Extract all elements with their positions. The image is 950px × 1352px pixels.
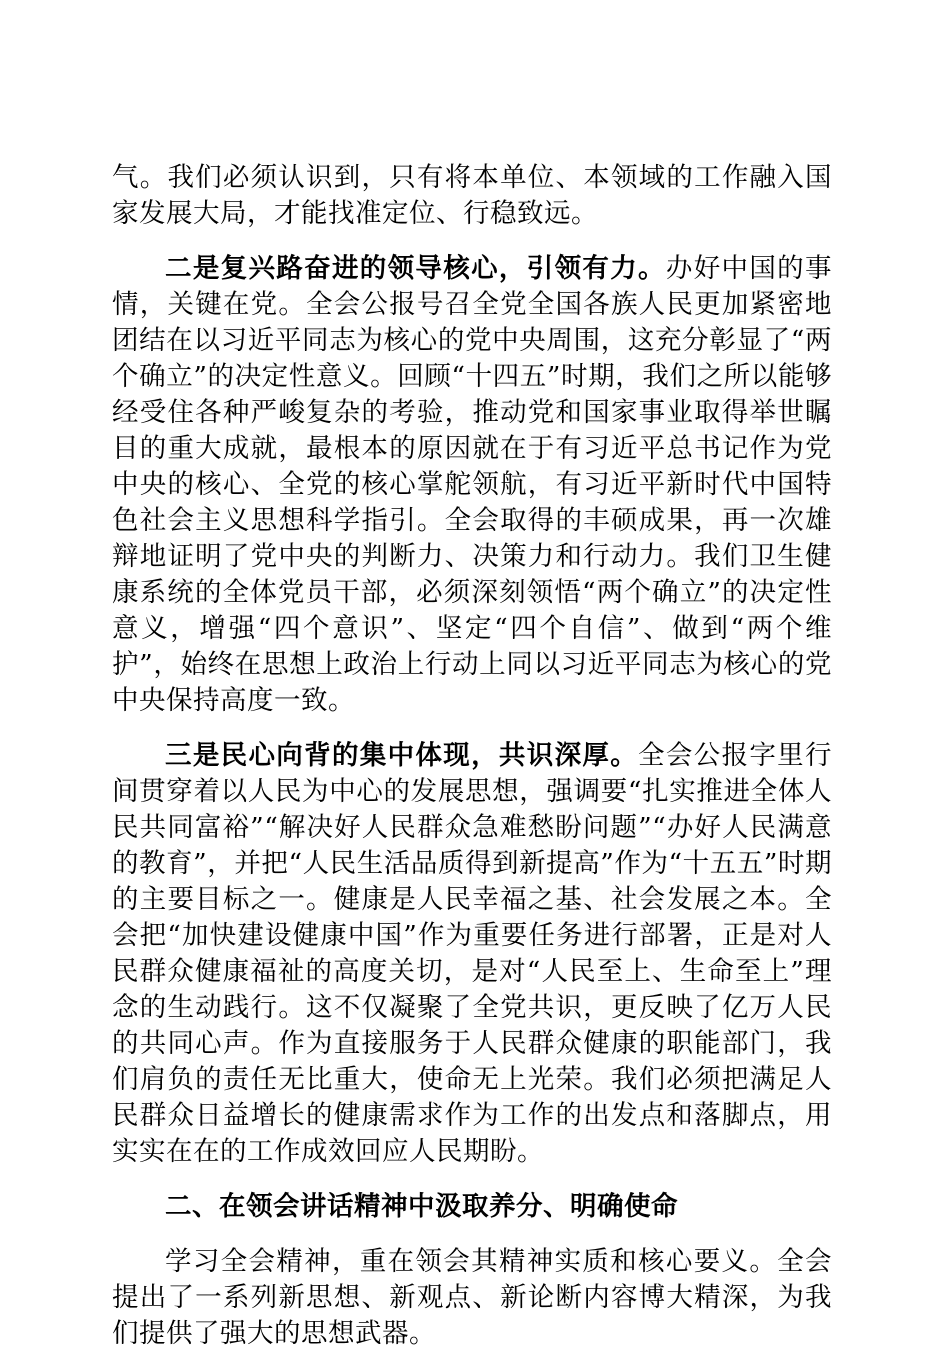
document-page <box>112 160 832 1352</box>
paragraph-closing: 学习全会精神，重在领会其精神实质和核心要义。全会提出了一系列新思想、新观点、新论断内容博大精深，为我们提供了强大的思想武器。 <box>112 1246 832 1349</box>
paragraph-text: 全会公报字里行间贯穿着以人民为中心的发展思想，强调要“扎实推进全体人民共同富裕”“解决好人民群众急难愁盼问题”“办好人民满意的教育”，并把“人民生活品质得到新提高”作为“十五五”时期的主要目标之一。健康是人民幸福之基、社会发展之本。全会把“加快建设健康中国”作为重要任务进行部署，正是对人民群众健康福祉的高度关切，是对“人民至上、生命至上”理念的生动践行。这不仅凝聚了全党共识，更反映了亿万人民的共同心声。作为直接服务于人民群众健康的职能部门，我们肩负的责任无比重大，使命无上光荣。我们必须把满足人民群众日益增长的健康需求作为工作的出发点和落脚点，用实实在在的工作成效回应人民期盼。 <box>112 740 833 1167</box>
paragraph-text: 办好中国的事情，关键在党。全会公报号召全党全国各族人民更加紧密地团结在以习近平同志为核心的党中央周围，这充分彰显了“两个确立”的决定性意义。回顾“十四五”时期，我们之所以能够经受住各种严峻复杂的考验，推动党和国家事业取得举世瞩目的重大成就，最根本的原因就在于有习近平总书记作为党中央的核心、全党的核心掌舵领航，有习近平新时代中国特色社会主义思想科学指引。全会取得的丰硕成果，再一次雄辩地证明了党中央的判断力、决策力和行动力。我们卫生健康系统的全体党员干部，必须深刻领悟“两个确立”的决定性意义，增强“四个意识”、坚定“四个自信”、做到“两个维护”，始终在思想上政治上行动上同以习近平同志为核心的党中央保持高度一致。 <box>112 253 833 716</box>
paragraph-lead: 二是复兴路奋进的领导核心，引领有力。 <box>165 253 666 284</box>
paragraph-leadership-core <box>112 251 832 719</box>
paragraph-continuation <box>112 160 832 232</box>
paragraph-lead: 三是民心向背的集中体现，共识深厚。 <box>165 740 639 771</box>
paragraph-text: 气。我们必须认识到，只有将本单位、本领域的工作融入国家发展大局，才能找准定位、行稳致远。 <box>112 162 832 229</box>
paragraph-public-support <box>112 738 832 1170</box>
section-heading: 二、在领会讲话精神中汲取养分、明确使命 <box>165 1191 678 1222</box>
